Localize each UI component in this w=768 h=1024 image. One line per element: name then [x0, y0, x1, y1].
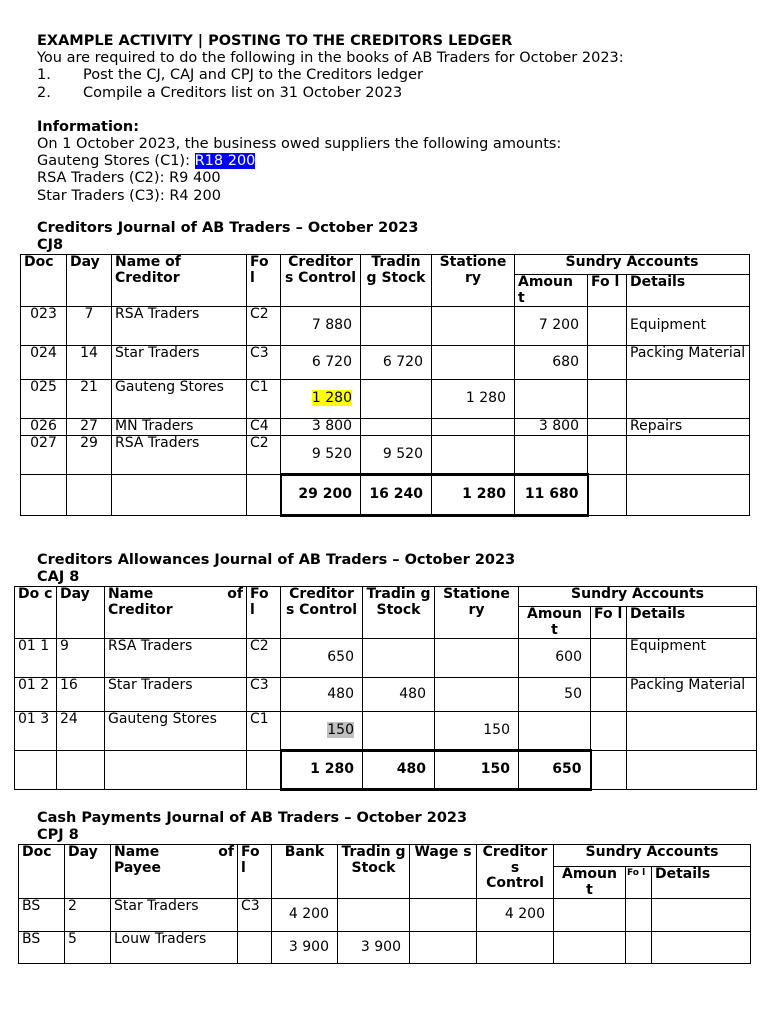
balance-line — [37, 153, 624, 170]
col-header-sundry-fol: Fo l — [591, 607, 627, 639]
cell-day: 7 — [67, 307, 112, 346]
table-row — [21, 307, 750, 346]
cell-trading-stock — [338, 899, 410, 932]
task-text: Post the CJ, CAJ and CPJ to the Creditors ledger — [83, 67, 423, 84]
cell-name: Louw Traders — [111, 932, 238, 964]
cell-trading-stock — [363, 712, 435, 751]
cell-creditors-control: 3 800 — [281, 419, 361, 436]
cell-trading-stock — [361, 380, 432, 419]
cell-stationery — [432, 419, 515, 436]
name-header-word: Creditor — [108, 601, 173, 618]
cell-bank: 4 200 — [272, 899, 338, 932]
table-row — [15, 639, 757, 678]
cell-name: Star Traders — [105, 678, 247, 712]
cj-title: Creditors Journal of AB Traders – October 2023 — [37, 220, 419, 236]
cj-code: CJ8 — [37, 236, 64, 253]
cell-fol: C3 — [238, 899, 272, 932]
name-header-row — [108, 587, 243, 603]
balance-amount-selected[interactable]: R18 200 — [194, 153, 256, 170]
cell-trading-stock — [361, 307, 432, 346]
cell-trading-stock: 3 900 — [338, 932, 410, 964]
cell-amount: 50 — [519, 678, 591, 712]
col-header-name — [105, 587, 247, 639]
cpj-title-block — [37, 810, 467, 843]
cell-name: RSA Traders — [112, 307, 247, 346]
cell-details — [627, 712, 757, 751]
cell-day: 2 — [65, 899, 111, 932]
cell-fol: C3 — [247, 678, 281, 712]
highlighted-value: 150 — [327, 721, 354, 738]
name-header-word: of — [227, 586, 243, 602]
cell-sundry-fol — [591, 678, 627, 712]
cell-amount: 7 200 — [515, 307, 588, 346]
balance-label: Gauteng Stores (C1): — [37, 153, 195, 170]
cell-name: MN Traders — [112, 419, 247, 436]
instruction-line: You are required to do the following in the books of AB Traders for October 2023: — [37, 50, 624, 67]
total-creditors-control: 29 200 — [281, 475, 361, 516]
cell-stationery — [435, 639, 519, 678]
cell-fol: C3 — [247, 346, 281, 380]
total-amount: 650 — [519, 751, 591, 790]
info-heading: Information: — [37, 118, 140, 135]
cell-day: 27 — [67, 419, 112, 436]
cell-doc: 025 — [21, 380, 67, 419]
col-header-trading-stock: Tradin g Stock — [361, 255, 432, 307]
cell-empty — [588, 475, 627, 516]
cell-day: 9 — [57, 639, 105, 678]
cell-empty — [67, 475, 112, 516]
table-row — [21, 419, 750, 436]
cell-creditors-control: 7 880 — [281, 307, 361, 346]
col-header-stationery: Statione ry — [432, 255, 515, 307]
col-header-amount: Amoun t — [554, 867, 626, 899]
total-creditors-control: 1 280 — [281, 751, 363, 790]
balance-amount: R9 400 — [169, 170, 221, 187]
col-header-sundry: Sundry Accounts — [554, 845, 751, 867]
col-header-trading-stock: Tradin g Stock — [338, 845, 410, 899]
cell-amount — [519, 712, 591, 751]
cell-day: 24 — [57, 712, 105, 751]
col-header-name — [111, 845, 238, 899]
caj-code: CAJ 8 — [37, 568, 80, 585]
cell-details: Packing Material — [627, 678, 757, 712]
col-header-stationery: Statione ry — [435, 587, 519, 639]
cell-details: Repairs — [627, 419, 750, 436]
cell-empty — [627, 751, 757, 790]
cell-fol: C4 — [247, 419, 281, 436]
cell-stationery: 1 280 — [432, 380, 515, 419]
col-header-amount: Amoun t — [519, 607, 591, 639]
cell-trading-stock: 9 520 — [361, 436, 432, 475]
cell-empty — [15, 751, 57, 790]
cell-empty — [21, 475, 67, 516]
cell-sundry-fol — [588, 346, 627, 380]
cj-title-block — [37, 220, 418, 253]
cell-doc: 01 3 — [15, 712, 57, 751]
info-line: On 1 October 2023, the business owed suppliers the following amounts: — [37, 136, 562, 153]
creditors-allowances-journal-table — [14, 586, 757, 791]
cell-creditors-control: 650 — [281, 639, 363, 678]
cell-sundry-fol — [591, 639, 627, 678]
col-header-sundry: Sundry Accounts — [519, 587, 757, 607]
cell-fol: C2 — [247, 639, 281, 678]
cell-empty — [57, 751, 105, 790]
cell-name: Star Traders — [112, 346, 247, 380]
cell-details — [652, 899, 751, 932]
cell-day: 5 — [65, 932, 111, 964]
cell-trading-stock: 480 — [363, 678, 435, 712]
cell-day: 14 — [67, 346, 112, 380]
cell-empty — [627, 475, 750, 516]
activity-heading: EXAMPLE ACTIVITY | POSTING TO THE CREDITORS LEDGER — [37, 33, 513, 49]
cell-fol: C1 — [247, 380, 281, 419]
task-item — [37, 85, 624, 102]
table-row — [19, 899, 751, 932]
cell-empty — [591, 751, 627, 790]
cell-amount: 680 — [515, 346, 588, 380]
col-header-bank: Bank — [272, 845, 338, 899]
balance-label: Star Traders (C3): — [37, 187, 170, 204]
name-header-word: Name — [108, 586, 154, 602]
col-header-amount: Amoun t — [515, 275, 588, 307]
balance-line — [37, 170, 624, 187]
task-item — [37, 67, 624, 84]
cell-sundry-fol — [588, 380, 627, 419]
cell-amount — [554, 899, 626, 932]
cell-sundry-fol — [591, 712, 627, 751]
cell-name: Star Traders — [111, 899, 238, 932]
col-header-fol: Fo l — [247, 255, 281, 307]
cell-amount — [554, 932, 626, 964]
cell-creditors-control — [477, 932, 554, 964]
cell-doc: 024 — [21, 346, 67, 380]
cell-wages — [410, 899, 477, 932]
cell-stationery — [432, 307, 515, 346]
total-stationery: 1 280 — [432, 475, 515, 516]
cell-empty — [247, 475, 281, 516]
col-header-doc: Doc — [19, 845, 65, 899]
cell-details: Equipment — [627, 307, 750, 346]
cell-details — [652, 932, 751, 964]
cell-empty — [112, 475, 247, 516]
cell-name: RSA Traders — [105, 639, 247, 678]
task-number: 2. — [37, 84, 51, 101]
cell-details: Packing Material — [627, 346, 750, 380]
col-header-details: Details — [627, 275, 750, 307]
total-trading-stock: 16 240 — [361, 475, 432, 516]
cell-doc: 01 2 — [15, 678, 57, 712]
cell-doc: BS — [19, 899, 65, 932]
task-text: Compile a Creditors list on 31 October 2023 — [83, 84, 403, 101]
cell-name: RSA Traders — [112, 436, 247, 475]
cell-stationery — [432, 436, 515, 475]
cell-sundry-fol — [588, 436, 627, 475]
cell-creditors-control: 9 520 — [281, 436, 361, 475]
cell-fol: C1 — [247, 712, 281, 751]
cell-sundry-fol — [588, 307, 627, 346]
cell-day: 29 — [67, 436, 112, 475]
col-header-creditors-control: Creditor s Control — [477, 845, 554, 899]
cell-trading-stock — [363, 639, 435, 678]
name-header-word: Name — [114, 844, 160, 860]
col-header-name: Name of Creditor — [112, 255, 247, 307]
cell-creditors-control: 4 200 — [477, 899, 554, 932]
cell-name: Gauteng Stores — [105, 712, 247, 751]
cell-empty — [247, 751, 281, 790]
col-header-doc: Doc — [21, 255, 67, 307]
cell-day: 21 — [67, 380, 112, 419]
totals-row — [15, 751, 757, 790]
cell-trading-stock: 6 720 — [361, 346, 432, 380]
col-header-details: Details — [627, 607, 757, 639]
cell-fol: C2 — [247, 307, 281, 346]
col-header-details: Details — [652, 867, 751, 899]
name-header-word: of — [218, 844, 234, 860]
cell-doc: BS — [19, 932, 65, 964]
cell-stationery — [435, 678, 519, 712]
cell-name: Gauteng Stores — [112, 380, 247, 419]
name-header-row — [114, 845, 234, 861]
col-header-fol: Fo l — [247, 587, 281, 639]
totals-row — [21, 475, 750, 516]
table-row — [15, 678, 757, 712]
balance-line — [37, 188, 624, 205]
cell-doc: 023 — [21, 307, 67, 346]
cell-creditors-control — [281, 380, 361, 419]
cell-wages — [410, 932, 477, 964]
col-header-creditors-control: Creditor s Control — [281, 255, 361, 307]
cell-bank: 3 900 — [272, 932, 338, 964]
cell-doc: 026 — [21, 419, 67, 436]
cell-day: 16 — [57, 678, 105, 712]
cell-doc: 01 1 — [15, 639, 57, 678]
intro-section — [37, 33, 624, 205]
cell-sundry-fol — [588, 419, 627, 436]
cash-payments-journal-table — [18, 844, 751, 964]
col-header-sundry: Sundry Accounts — [515, 255, 750, 275]
highlighted-value: 1 280 — [311, 390, 352, 407]
cpj-code: CPJ 8 — [37, 826, 79, 843]
cell-details: Equipment — [627, 639, 757, 678]
total-amount: 11 680 — [515, 475, 588, 516]
cell-details — [627, 380, 750, 419]
cell-amount — [515, 436, 588, 475]
cell-amount: 600 — [519, 639, 591, 678]
table-row — [15, 712, 757, 751]
col-header-doc: Do c — [15, 587, 57, 639]
caj-title: Creditors Allowances Journal of AB Traders – October 2023 — [37, 552, 516, 568]
cell-empty — [105, 751, 247, 790]
col-header-day: Day — [67, 255, 112, 307]
creditors-journal-table — [20, 254, 750, 517]
name-header-word: Payee — [114, 859, 162, 876]
col-header-sundry-fol: Fo l — [626, 867, 652, 899]
col-header-trading-stock: Tradin g Stock — [363, 587, 435, 639]
task-number: 1. — [37, 67, 51, 84]
total-stationery: 150 — [435, 751, 519, 790]
col-header-fol: Fo l — [238, 845, 272, 899]
cell-trading-stock — [361, 419, 432, 436]
table-row — [21, 346, 750, 380]
cell-stationery: 150 — [435, 712, 519, 751]
cell-amount: 3 800 — [515, 419, 588, 436]
total-trading-stock: 480 — [363, 751, 435, 790]
cell-sundry-fol — [626, 899, 652, 932]
cell-fol — [238, 932, 272, 964]
col-header-wages: Wage s — [410, 845, 477, 899]
balance-label: RSA Traders (C2): — [37, 170, 170, 187]
col-header-sundry-fol: Fo l — [588, 275, 627, 307]
table-row — [21, 380, 750, 419]
cell-fol: C2 — [247, 436, 281, 475]
col-header-day: Day — [57, 587, 105, 639]
balance-amount: R4 200 — [169, 187, 221, 204]
cell-creditors-control — [281, 712, 363, 751]
cell-details — [627, 436, 750, 475]
table-row — [19, 932, 751, 964]
col-header-day: Day — [65, 845, 111, 899]
caj-title-block — [37, 552, 515, 585]
cell-sundry-fol — [626, 932, 652, 964]
cell-stationery — [432, 346, 515, 380]
cell-doc: 027 — [21, 436, 67, 475]
cell-creditors-control: 6 720 — [281, 346, 361, 380]
cell-amount — [515, 380, 588, 419]
cell-creditors-control: 480 — [281, 678, 363, 712]
cpj-title: Cash Payments Journal of AB Traders – October 2023 — [37, 810, 468, 826]
col-header-creditors-control: Creditor s Control — [281, 587, 363, 639]
table-row — [21, 436, 750, 475]
